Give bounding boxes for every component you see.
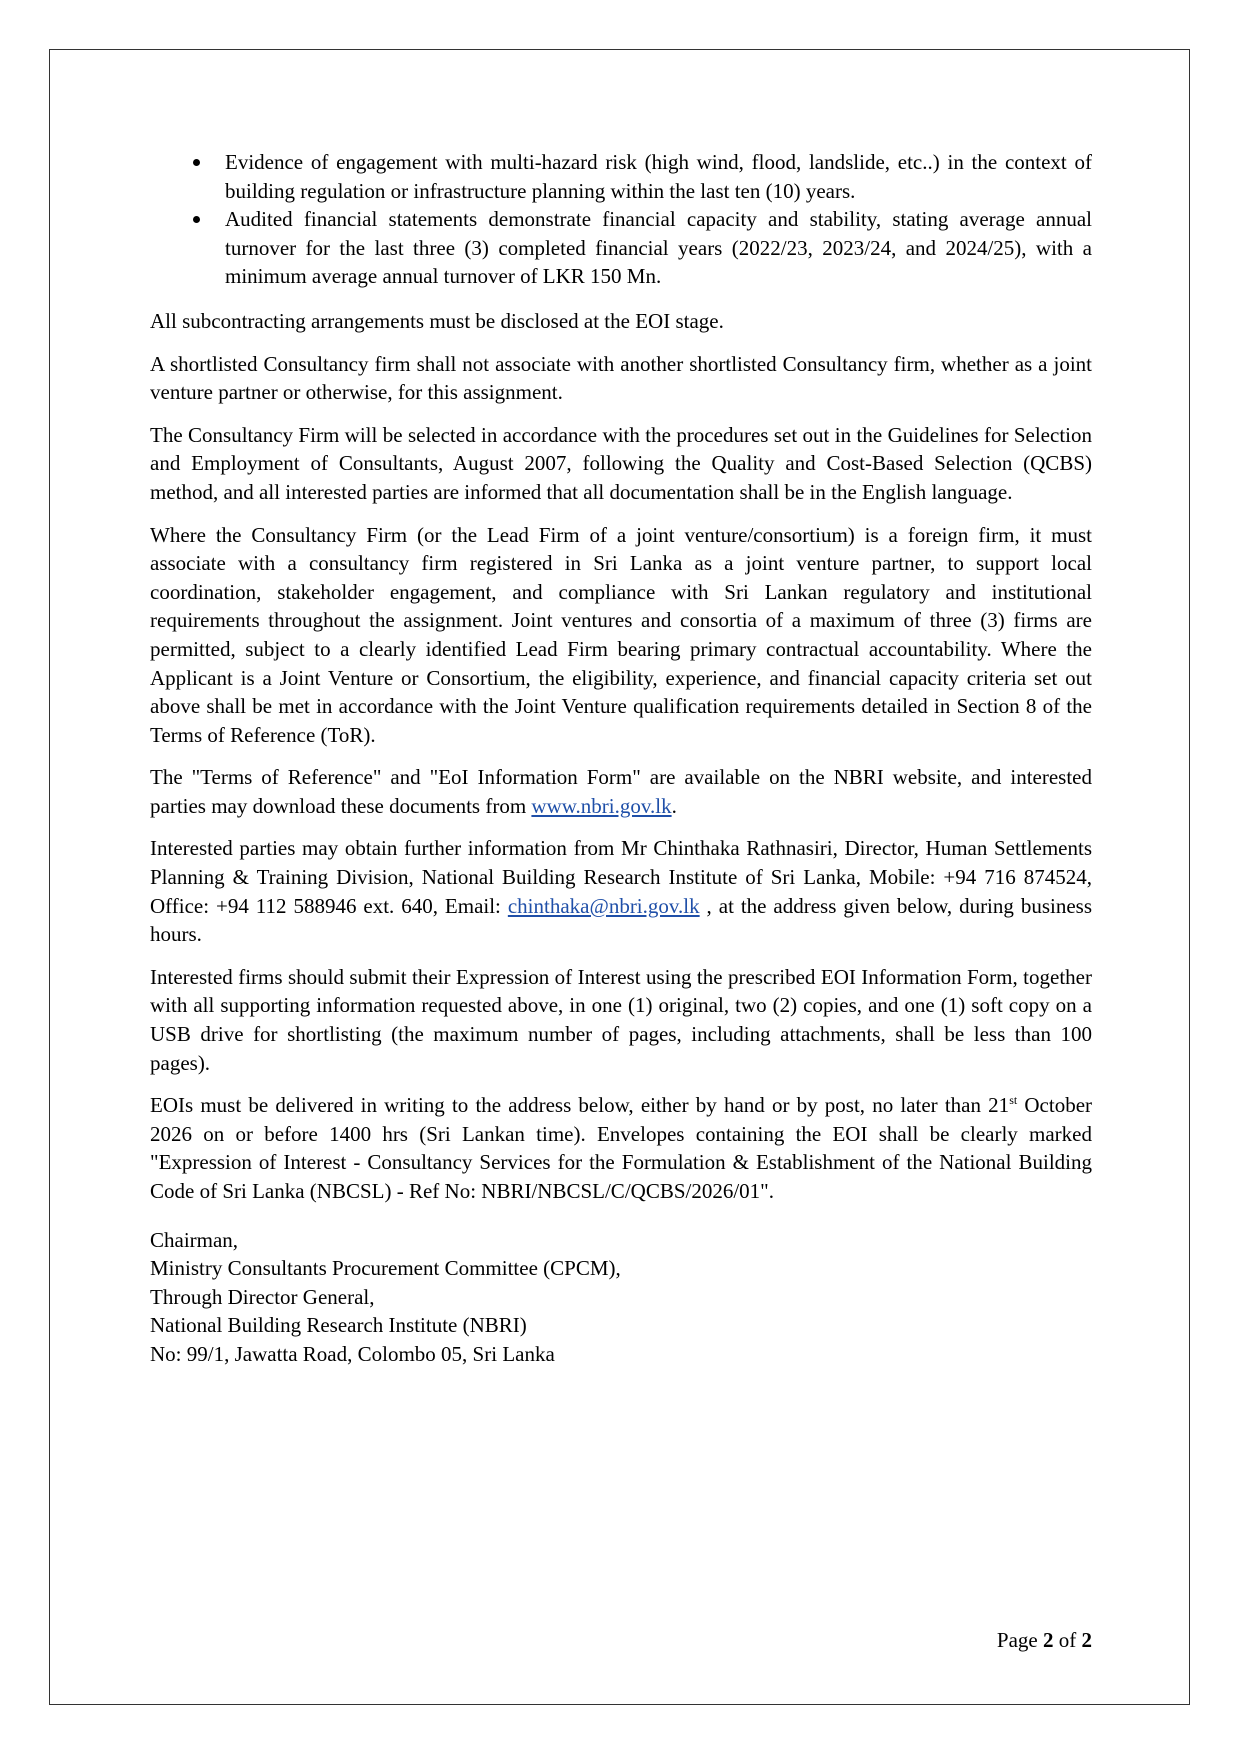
paragraph-documents: The "Terms of Reference" and "EoI Information Form" are available on the NBRI website, and interested parties may download these documents from www.nbri.gov.lk.	[150, 765, 1092, 818]
paragraph-contact: Interested parties may obtain further information from Mr Chinthaka Rathnasiri, Director, Human Settlements Planning & Training Division, National Building Research Institute of Sri Lanka, Mobile: +94 716 874524, Office: +94 112 588946 ext. 640, Email: chinthaka@nbri.gov.lk , at the address given below, during business hours.	[150, 836, 1093, 947]
paragraph-submission: Interested firms should submit their Expression of Interest using the prescribed EOI Information Form, together with all supporting information requested above, in one (1) original, two (2) copies, and one (1) soft copy on a USB drive for shortlisting (the maximum number of pages, including attachments, shall be less than 100 pages).	[150, 964, 1092, 1075]
list-item: Evidence of engagement with multi-hazard risk (high wind, flood, landslide, etc..) in the context of building regulation or infrastructure planning within the last ten (10) years.	[150, 148, 1092, 205]
document-body	[150, 148, 1092, 1369]
address-line: Through Director General,	[150, 1284, 375, 1309]
website-link[interactable]: www.nbri.gov.lk	[531, 793, 672, 818]
address-line: Ministry Consultants Procurement Committee (CPCM),	[150, 1256, 621, 1281]
paragraph-selection: The Consultancy Firm will be selected in accordance with the procedures set out in the Guidelines for Selection and Employment of Consultants, August 2007, following the Quality and Cost-Based Selection (QCBS) method, and all interested parties are informed that all documentation shall be in the English language.	[150, 422, 1092, 504]
paragraph-association: A shortlisted Consultancy firm shall not associate with another shortlisted Consultancy firm, whether as a joint venture partner or otherwise, for this assignment.	[150, 351, 1092, 405]
page-number: Page 2 of 2	[996, 1628, 1092, 1652]
requirements-list	[150, 148, 1092, 291]
paragraph-foreign-firm: Where the Consultancy Firm (or the Lead Firm of a joint venture/consortium) is a foreign firm, it must associate with a consultancy firm registered in Sri Lanka as a joint venture partner, to support local coordination, stakeholder engagement, and compliance with Sri Lankan regulatory and institutional requirements throughout the assignment. Joint ventures and consortia of a maximum of three (3) firms are permitted, subject to a clearly identified Lead Firm bearing primary contractual accountability. Where the Applicant is a Joint Venture or Consortium, the eligibility, experience, and financial capacity criteria set out above shall be met in accordance with the Joint Venture qualification requirements detailed in Section 8 of the Terms of Reference (ToR).	[150, 522, 1092, 747]
address-line: National Building Research Institute (NBRI)	[150, 1313, 527, 1338]
paragraph-delivery: EOIs must be delivered in writing to the address below, either by hand or by post, no later than 21st October 2026 on or before 1400 hrs (Sri Lankan time). Envelopes containing the EOI shall be clearly marked "Expression of Interest - Consultancy Services for the Formulation & Establishment of the National Building Code of Sri Lanka (NBCSL) - Ref No: NBRI/NBCSL/C/QCBS/2026/01".	[150, 1093, 1093, 1203]
paragraph-subcontracting: All subcontracting arrangements must be disclosed at the EOI stage.	[150, 308, 724, 333]
address-line: Chairman,	[150, 1227, 239, 1252]
bullet-icon	[193, 159, 200, 166]
bullet-icon	[193, 216, 200, 223]
address-line: No: 99/1, Jawatta Road, Colombo 05, Sri Lanka	[150, 1341, 555, 1366]
list-item: Audited financial statements demonstrate financial capacity and stability, stating average annual turnover for the last three (3) completed financial years (2022/23, 2023/24, and 2024/25), with a minimum average annual turnover of LKR 150 Mn.	[150, 205, 1092, 291]
email-link[interactable]: chinthaka@nbri.gov.lk	[507, 893, 700, 918]
address-block	[150, 1226, 1092, 1369]
